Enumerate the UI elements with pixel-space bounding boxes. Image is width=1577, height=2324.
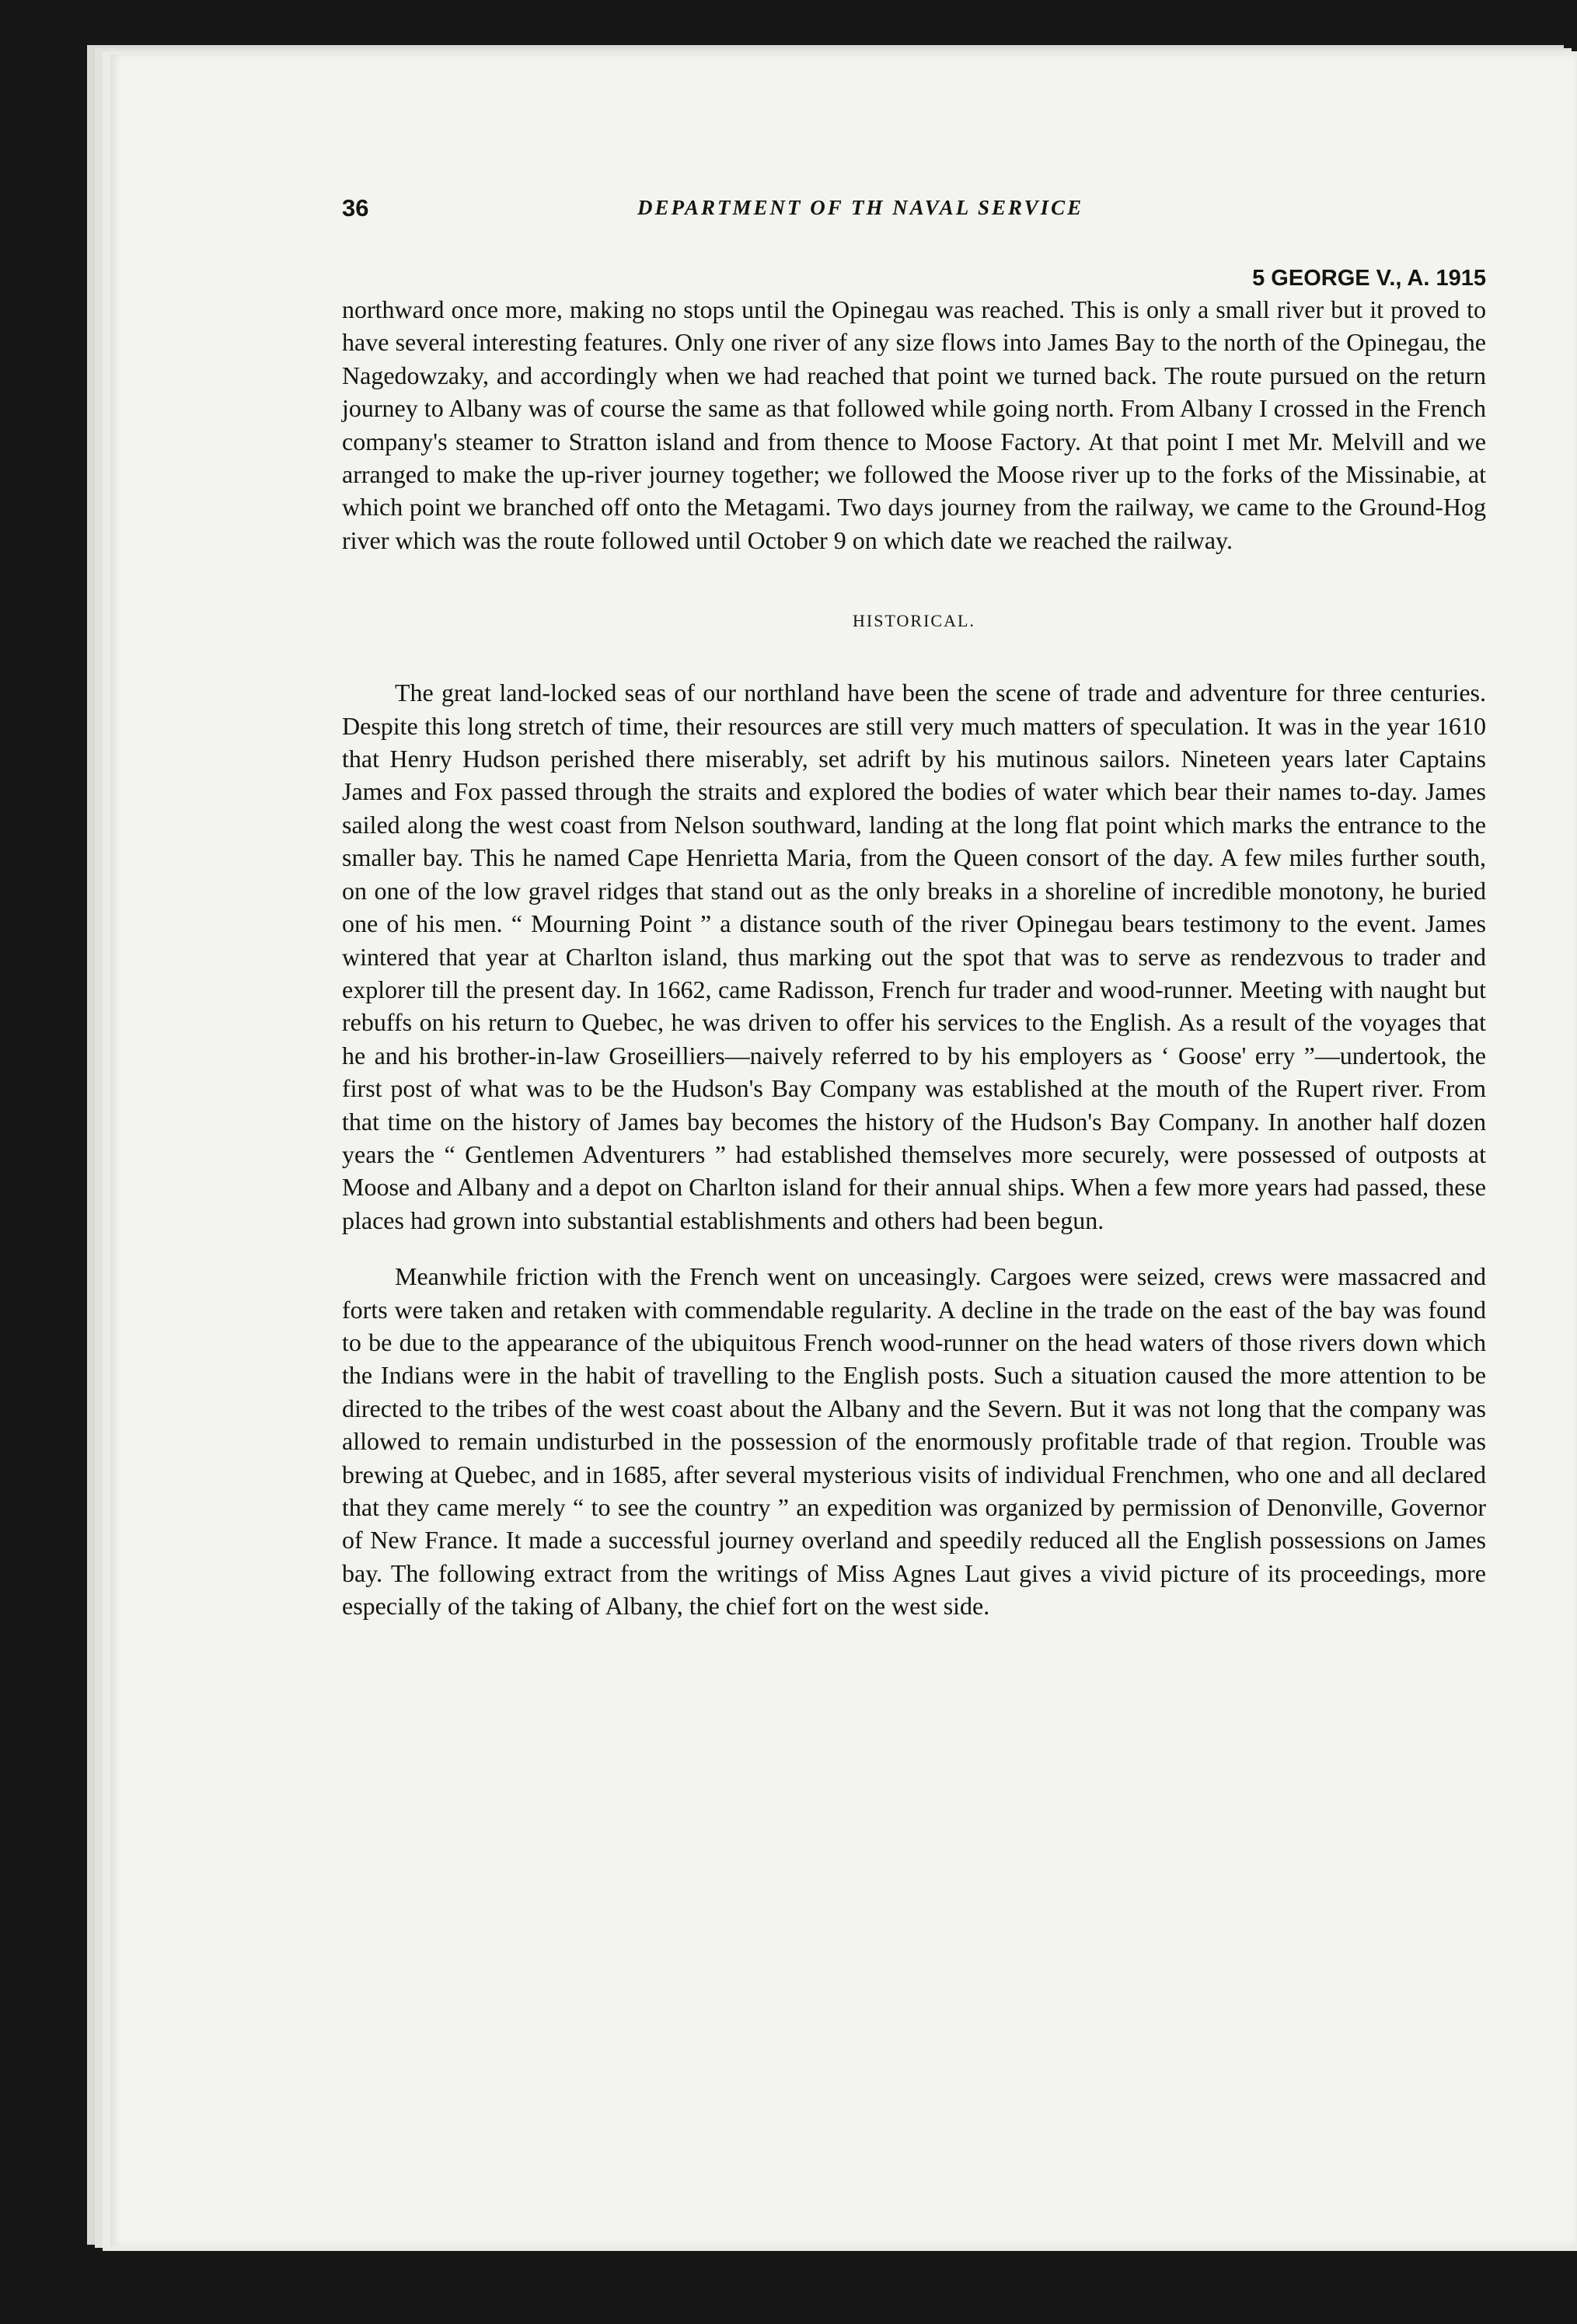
paragraph: The great land-locked seas of our northland have been the scene of trade and adventure for three centuries. Despite this long stretch of time, their resources are still very much matters of speculation. It was in the year 1610 that Henry Hudson perished there miserably, set adrift by his mutinous sailors. Nineteen years later Captains James and Fox passed through the straits and explored the bodies of water which bear their names to-day. James sailed along the west coast from Nelson southward, landing at the long flat point which marks the entrance to the smaller bay. This he named Cape Henrietta Maria, from the Queen consort of the day. A few miles further south, on one of the low gravel ridges that stand out as the only breaks in a shoreline of incredible monotony, he buried one of his men. “ Mourning Point ” a distance south of the river Opinegau bears testimony to the event. James wintered that year at Charlton island, thus marking out the spot that was to serve as rendezvous to trader and explorer till the present day. In 1662, came Radisson, French fur trader and wood-runner. Meeting with naught but rebuffs on his return to Quebec, he was driven to offer his services to the English. As a result of the voyages that he and his brother-in-law Groseilliers—naively referred to by his employers as ‘ Goose' erry ”—undertook, the first post of what was to be the Hudson's Bay Company was established at the mouth of the Rupert river. From that time on the history of James bay becomes the history of the Hudson's Bay Company. In another half dozen years the “ Gentlemen Adventurers ” had established themselves more securely, were possessed of outposts at Moose and Albany and a depot on Charlton island for their annual ships. When a few more years had passed, these places had grown into substantial establishments and others had been begun. — [342, 679, 1486, 1234]
section-heading: HISTORICAL. — [853, 611, 975, 631]
page-number: 36 — [342, 194, 369, 222]
paragraph-continued: northward once more, making no stops until the Opinegau was reached. This is only a small river but it proved to have several interesting features. Only one river of any size flows into James Bay to the north of the Opinegau, the Nagedowzaky, and accordingly when we had reached that point we turned back. The route pursued on the return journey to Albany was of course the same as that followed while going north. From Albany I crossed in the French company's steamer to Stratton island and from thence to Moose Factory. At that point I met Mr. Melvill and we arranged to make the up-river journey together; we followed the Moose river up to the forks of the Missinabie, at which point we branched off onto the Metagami. Two days journey from the railway, we came to the Ground-Hog river which was the route followed until October 9 on which date we reached the railway. — [342, 295, 1486, 554]
running-head — [342, 194, 1486, 233]
running-title: DEPARTMENT OF TH NAVAL SERVICE — [637, 196, 1084, 219]
paragraph-gap — [342, 1237, 1486, 1260]
page-text — [342, 194, 1486, 1623]
paragraph: Meanwhile friction with the French went on unceasingly. Cargoes were seized, crews were massacred and forts were taken and retaken with commendable regularity. A decline in the trade on the east of the bay was found to be due to the appearance of the ubiquitous French wood-runner on the head waters of those rivers down which the Indians were in the habit of travelling to the English posts. Such a situation caused the more attention to be directed to the tribes of the west coast about the Albany and the Severn. But it was not long that the company was allowed to remain undisturbed in the possession of the enormously profitable trade of that region. Trouble was brewing at Quebec, and in 1685, after several mysterious visits of individual Frenchmen, who one and all declared that they came merely “ to see the country ” an expedition was organized by permission of Denonville, Governor of New France. It made a successful journey overland and speedily reduced all the English possessions on James bay. The following extract from the writings of Miss Agnes Laut gives a vivid picture of its proceedings, more especially of the taking of Albany, the chief fort on the west side. — [342, 1262, 1486, 1621]
session-line: 5 GEORGE V., A. 1915 — [1252, 266, 1486, 291]
